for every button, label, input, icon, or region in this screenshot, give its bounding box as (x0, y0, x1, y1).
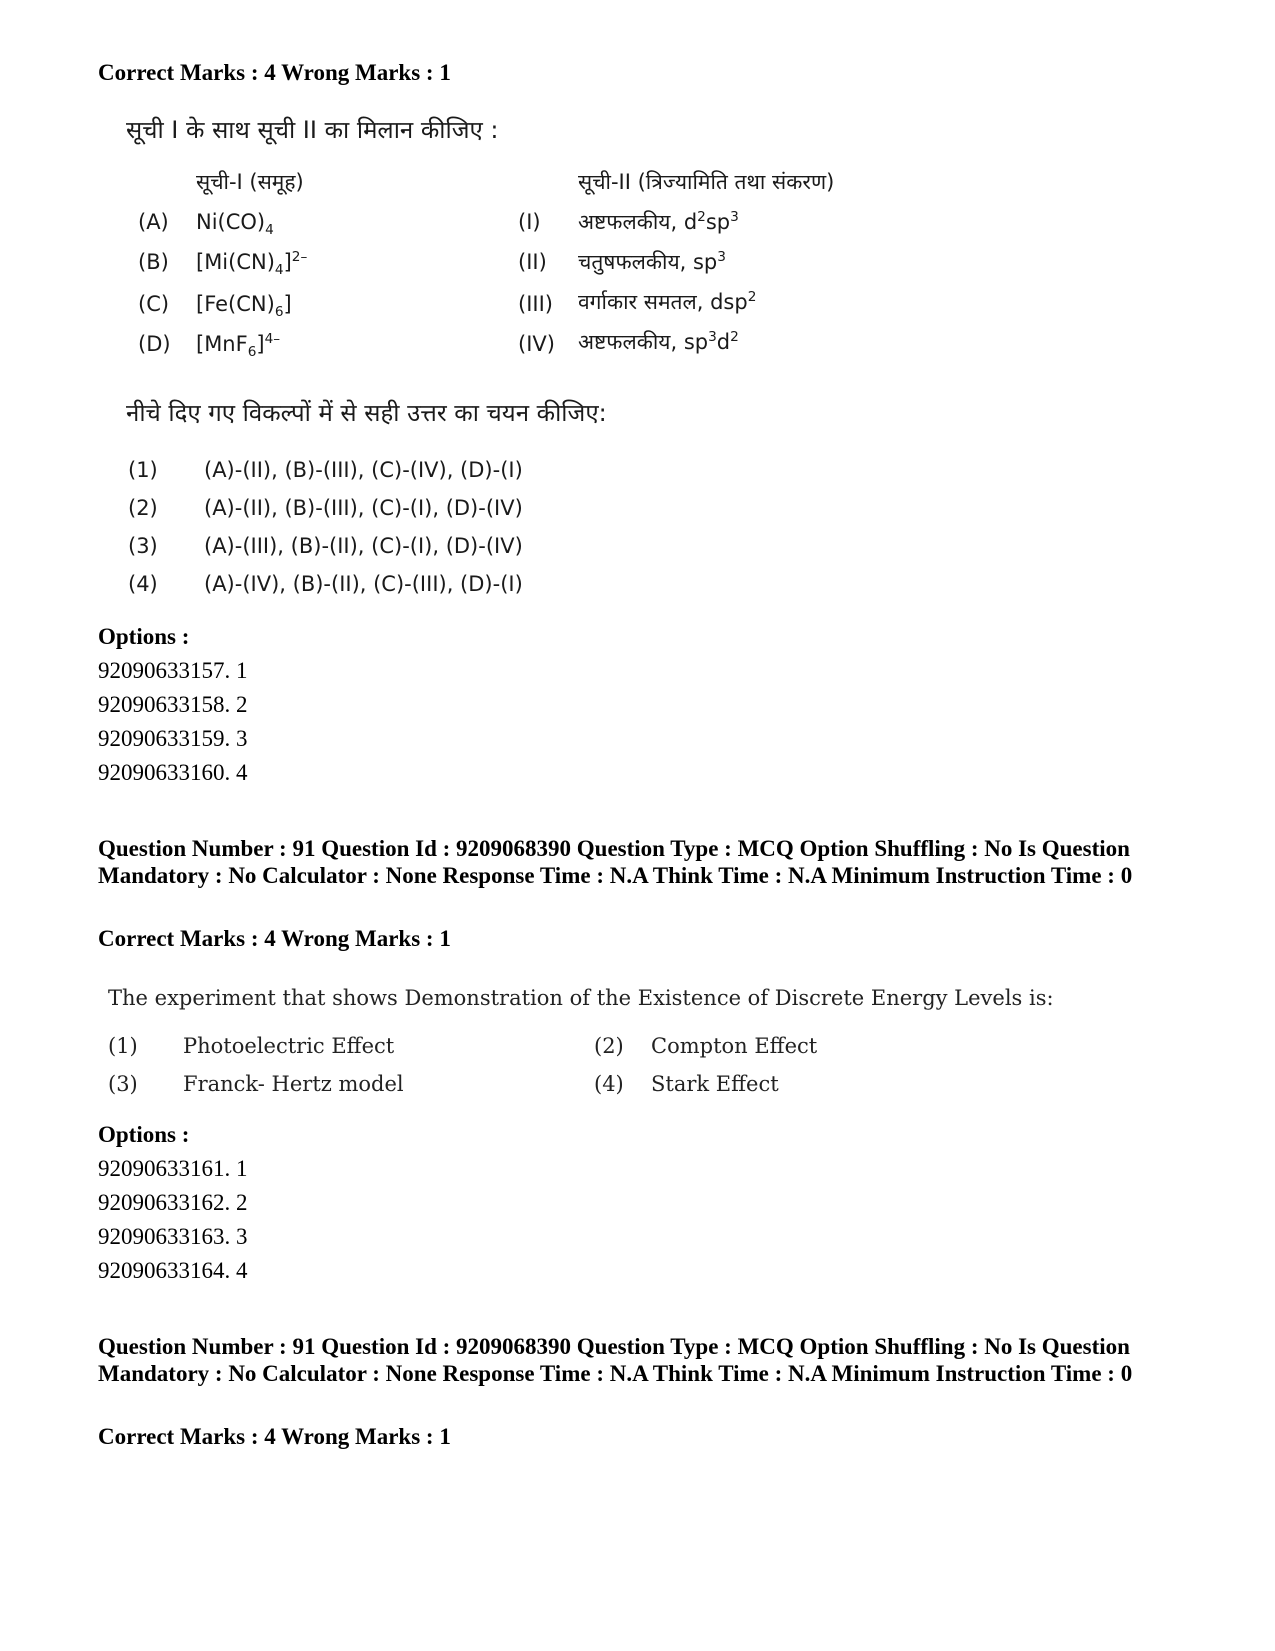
choice-text: Franck- Hertz model (183, 1072, 404, 1096)
list1-item-b: $[Mi(CN)_4]^{2-}$ (196, 249, 308, 279)
list2-item-ii: चतुषफलकीय, $sp^3$ (578, 249, 726, 274)
option-item: 92090633157. 1 (98, 658, 248, 683)
list2-item-i: अष्टफलकीय, $d^2sp^3$ (578, 209, 739, 234)
option-item: 92090633163. 3 (98, 1224, 248, 1249)
question-text: The experiment that shows Demonstration of the Existence of Discrete Energy Levels is: (108, 986, 1054, 1010)
row-label-a: (A) (138, 210, 169, 234)
option-item: 92090633159. 3 (98, 726, 248, 751)
list1-item-c: $[Fe(CN)_6]$ (196, 292, 292, 321)
choice-text: Photoelectric Effect (183, 1034, 395, 1058)
options-label: Options : (98, 624, 190, 649)
choice-text: (A)-(II), (B)-(III), (C)-(IV), (D)-(I) (204, 458, 523, 482)
option-item: 92090633160. 4 (98, 760, 248, 785)
options-label: Options : (98, 1122, 190, 1147)
row-label-iii: (III) (518, 292, 553, 316)
choice-num: (4) (128, 572, 158, 596)
choice-text: (A)-(IV), (B)-(II), (C)-(III), (D)-(I) (204, 572, 523, 596)
list1-item-a: $Ni(CO)_4$ (196, 210, 274, 239)
row-label-d: (D) (138, 332, 171, 356)
choice-num: (3) (128, 534, 158, 558)
choice-num: (3) (108, 1072, 138, 1096)
option-item: 92090633161. 1 (98, 1156, 248, 1181)
choice-text: Stark Effect (651, 1072, 779, 1096)
choice-num: (4) (594, 1072, 624, 1096)
choice-num: (1) (128, 458, 158, 482)
match-instruction: सूची I के साथ सूची II का मिलान कीजिए : (126, 116, 499, 144)
correct-marks-line: Correct Marks : 4 Wrong Marks : 1 (98, 926, 451, 951)
list2-item-iv: अष्टफलकीय, $sp^3d^2$ (578, 329, 739, 354)
choice-text: (A)-(III), (B)-(II), (C)-(I), (D)-(IV) (204, 534, 523, 558)
choice-num: (2) (128, 496, 158, 520)
row-label-i: (I) (518, 210, 541, 234)
option-item: 92090633164. 4 (98, 1258, 248, 1283)
choose-instruction: नीचे दिए गए विकल्पों में से सही उत्तर का चयन कीजिए: (126, 399, 607, 427)
row-label-iv: (IV) (518, 332, 555, 356)
row-label-ii: (II) (518, 250, 547, 274)
list2-item-iii: वर्गाकार समतल, dsp$^2$ (578, 289, 757, 314)
list1-item-d: $[MnF_6]^{4-}$ (196, 331, 281, 361)
row-label-b: (B) (138, 250, 169, 274)
option-item: 92090633158. 2 (98, 692, 248, 717)
correct-marks-line: Correct Marks : 4 Wrong Marks : 1 (98, 60, 451, 85)
choice-text: Compton Effect (651, 1034, 818, 1058)
choice-text: (A)-(II), (B)-(III), (C)-(I), (D)-(IV) (204, 496, 523, 520)
choice-num: (2) (594, 1034, 624, 1058)
row-label-c: (C) (138, 292, 170, 316)
option-item: 92090633162. 2 (98, 1190, 248, 1215)
question-header: Question Number : 91 Question Id : 9209068390 Question Type : MCQ Option Shuffling : No Is Question Mandatory : No Calculator : None Response Time : N.A Think Time : N.A Minimum Instruction Time : 0 (98, 836, 1133, 888)
list1-header: सूची-I (समूह) (196, 170, 304, 194)
question-header: Question Number : 91 Question Id : 9209068390 Question Type : MCQ Option Shuffling : No Is Question Mandatory : No Calculator : None Response Time : N.A Think Time : N.A Minimum Instruction Time : 0 (98, 1334, 1133, 1386)
list2-header: सूची-II (त्रिज्यामिति तथा संकरण) (578, 170, 835, 194)
correct-marks-line: Correct Marks : 4 Wrong Marks : 1 (98, 1424, 451, 1449)
choice-num: (1) (108, 1034, 138, 1058)
